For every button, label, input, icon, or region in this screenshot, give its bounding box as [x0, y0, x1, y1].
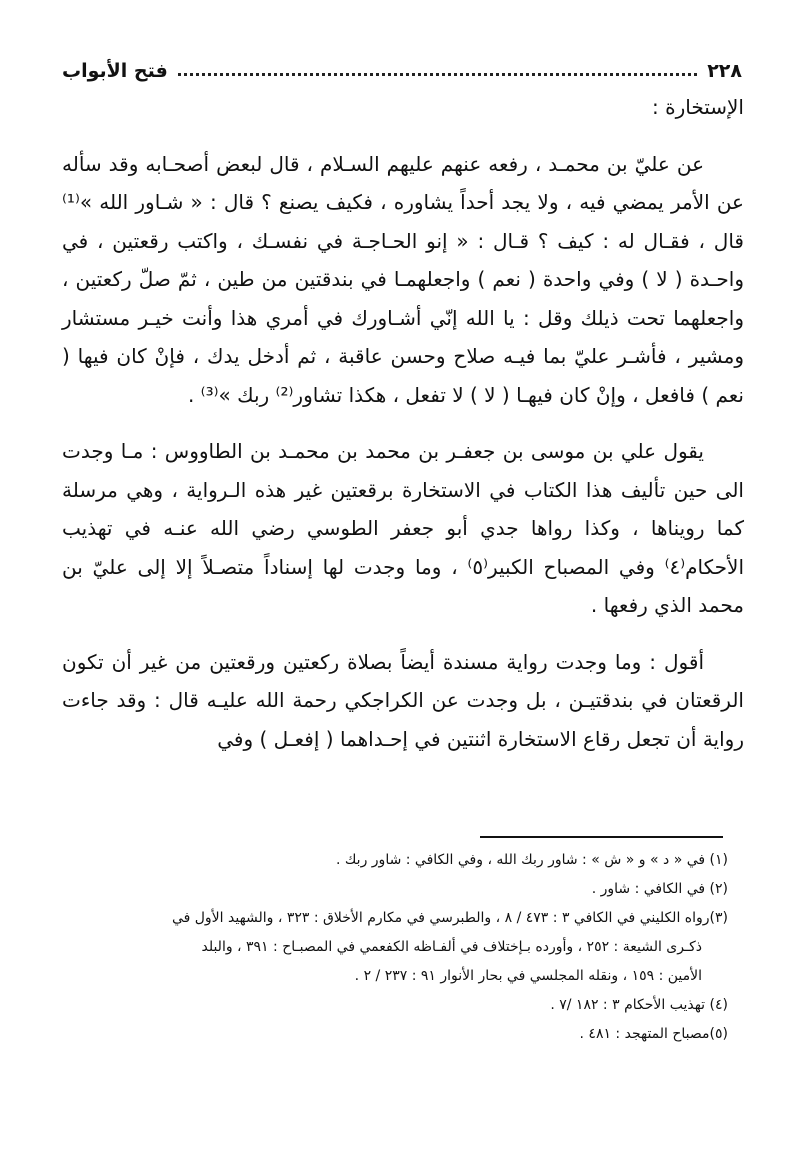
- footnote-1: (١) في « د » و « ش » : شاور ربك الله ، وفي الكافي : شاور ربك .: [335, 852, 728, 868]
- footnote-2: (٢) في الكافي : شاور .: [591, 881, 728, 897]
- paragraph-hadith: [62, 145, 744, 415]
- footnote-5: (٥)مصباح المتهجد : ٤٨١ .: [579, 1026, 728, 1042]
- paragraph-author-comment: [62, 432, 744, 625]
- page-header: [62, 56, 742, 86]
- paragraph-text: عن عليّ بن محمـد ، رفعه عنهم عليهم السـلام ، قال لبعض أصحـابه وقد سأله عن الأمر يمضي فيه ، ولا يجد أحداً يشاوره ، فكيف يصنع ؟ قال : « شـاور الله »⁽¹⁾ قال ، فقـال له : كيف ؟ قـال : « إنو الحـاجـة في نفسـك ، واكتب رقعتين ، في واحـدة ( لا ) وفي واحدة ( نعم ) واجعلهمـا في بندقتين من طين ، ثمّ صلّ ركعتين ، واجعلهما تحت ذيلك وقل : يا الله إنّي أشـاورك في أمري هذا وأنت خيـر مستشار ومشير ، فأشـر عليّ بما فيـه صلاح وحسن عاقبة ، ثم أدخل يدك ، فإنْ كان فيها ( نعم ) فافعل ، وإنْ كان فيهـا ( لا ) لا تفعل ، هكذا تشاور⁽²⁾ ربك »⁽³⁾ .: [62, 151, 744, 407]
- footnote-3-continued: الأمين : ١٥٩ ، ونقله المجلسي في بحار الأنوار ٩١ : ٢٣٧ / ٢ .: [354, 968, 702, 984]
- dotted-leader: [178, 73, 697, 76]
- footnote-3-continued: ذكـرى الشيعة : ٢٥٢ ، وأورده بـإختلاف في ألفـاظه الكفعمي في المصبـاح : ٣٩١ ، والبلد: [201, 939, 702, 955]
- footnote-separator: [480, 836, 723, 838]
- paragraph-aqul: [62, 643, 744, 759]
- running-title: فتح الأبواب: [62, 60, 168, 82]
- footnote-3: (٣)رواه الكليني في الكافي ٣ : ٤٧٣ / ٨ ، والطبرسي في مكارم الأخلاق : ٣٢٣ ، والشهيد الأول في: [171, 910, 728, 926]
- paragraph-text: يقول علي بن موسى بن جعفـر بن محمد بن محمـد بن الطاووس : مـا وجدت الى حين تأليف هذا الكتاب في الاستخارة برقعتين غير هذه الـرواية ، وهي مرسلة كما رويناها ، وكذا رواها جدي أبو جعفر الطوسي رضي الله عنـه في تهذيب الأحكام⁽٤⁾ وفي المصباح الكبير⁽٥⁾ ، وما وجدت لها إسناداً متصـلاً إلا إلى عليّ بن محمد الذي رفعها .: [62, 439, 744, 617]
- main-text: [62, 88, 744, 776]
- page-number: ٢٢٨: [707, 60, 742, 82]
- section-title: الإستخارة :: [652, 95, 744, 119]
- footnote-4: (٤) تهذيب الأحكام ٣ : ١٨٢ /٧ .: [550, 997, 728, 1013]
- paragraph-text: أقول : وما وجدت رواية مسندة أيضاً بصلاة ركعتين ورقعتين من غير أن تكون الرقعتان في بندقتيـن ، بل وجدت عن الكراجكي رحمة الله عليـه قال : وقد جاءت رواية أن تجعل رقاع الاستخارة اثنتين في إحـداهما ( إفعـل ) وفي: [62, 649, 744, 751]
- footnotes: [62, 846, 728, 1049]
